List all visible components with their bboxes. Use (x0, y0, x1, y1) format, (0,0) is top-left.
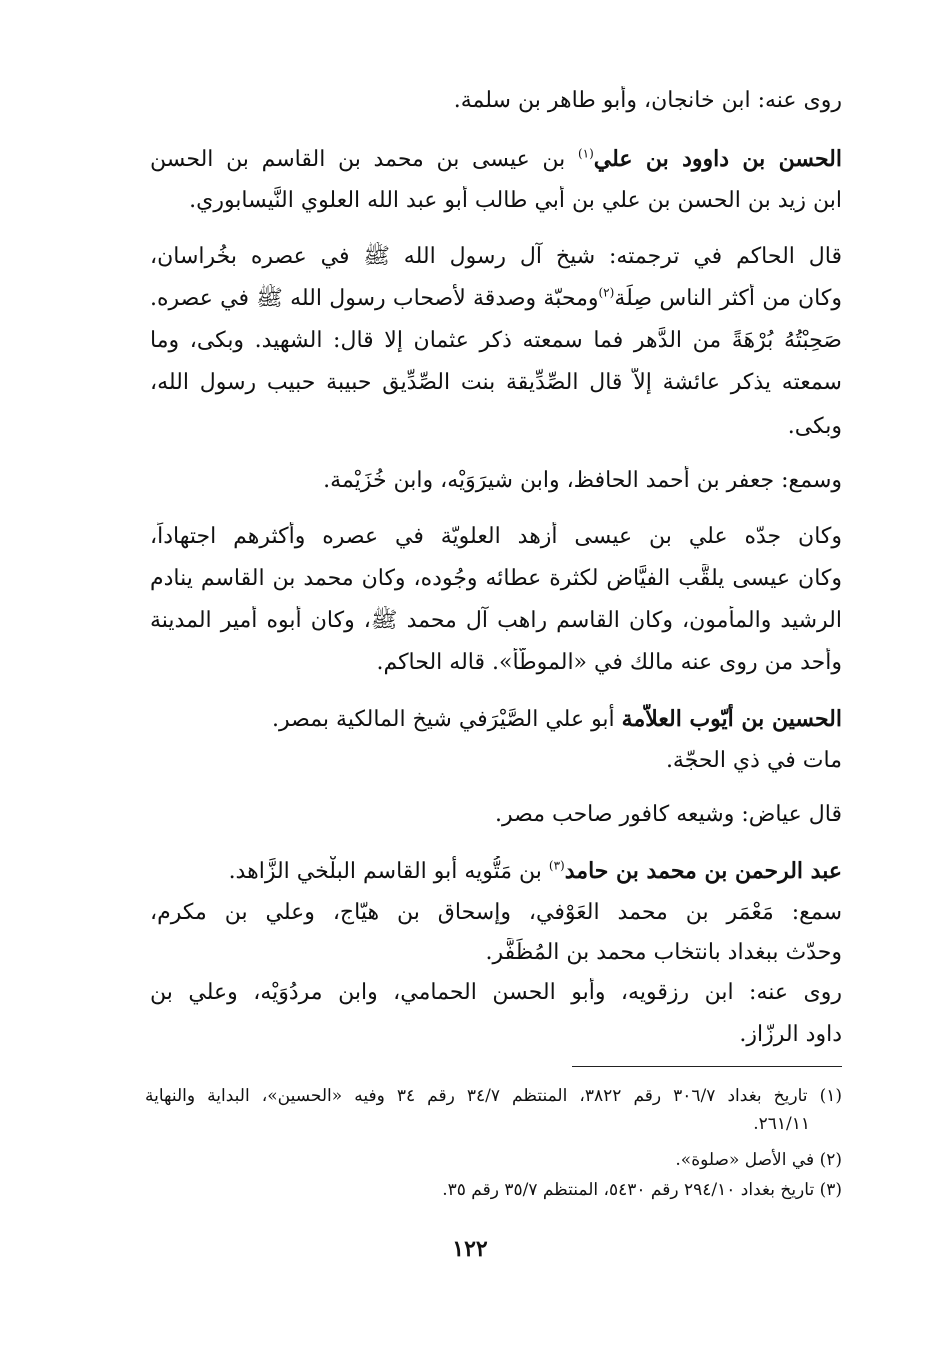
narrators-line (150, 978, 842, 1010)
entry-lineage-line (150, 186, 842, 218)
heard-from-line (150, 898, 842, 930)
text: (١) تاريخ بغداد ٣٠٦/٧ رقم ٣٨٢٢، المنتظم ٣٤/٧ رقم ٣٤ وفيه «الحسين»، البداية والنهاية (145, 1086, 842, 1106)
footnote-1-cont (145, 1112, 810, 1140)
footnote-divider (572, 1066, 842, 1067)
text: وبكى. (787, 414, 842, 439)
text: صَحِبْتُهُ بُرْهَةً من الدَّهر فما سمعته ذكر عثمان إلا قال: الشهيد. وبكى، وما (150, 328, 842, 353)
entry-lineage-cont: ابن زيد بن الحسن بن علي بن أبي طالب أبو عبد الله العلوي النَّيسابوري. (189, 188, 842, 213)
paragraph-line (150, 326, 842, 358)
text: أبو علي الصَّيْرَفي شيخ المالكية بمصر. (271, 707, 622, 732)
entry-heading-line (150, 704, 842, 736)
footnote-ref: (١) (577, 146, 594, 161)
paragraph-line (150, 368, 842, 400)
text: روى عنه: ابن رزقويه، وأبو الحسن الحمامي، وابن مردُوَيْه، وعلي بن (150, 980, 842, 1005)
text: سمع: مَعْمَر بن محمد العَوْفي، وإسحاق بن هيّاج، وعلي بن مكرم، (150, 900, 842, 925)
death-line (150, 746, 842, 778)
text: قال الحاكم في ترجمته: شيخ آل رسول الله ﷺ في عصره بخُراسان، (150, 244, 842, 269)
entry-name: الحسين بن أيّوب العلاّمة (621, 706, 842, 732)
text: (٢) في الأصل «صلوة». (675, 1150, 842, 1170)
text: داود الرزّاز. (739, 1022, 842, 1047)
text: ٢٦١/١١. (753, 1114, 810, 1134)
text: وكان من أكثر الناس صِلَة (614, 286, 842, 311)
paragraph-line (150, 522, 842, 554)
narrated-line (150, 938, 842, 970)
paragraph-line (150, 564, 842, 596)
text: وكان جدّه علي بن عيسى أزهد العلويّة في عصره وأكثرهم اجتهاداً، (150, 524, 842, 549)
narrators-line (150, 1020, 842, 1052)
paragraph-line (150, 284, 842, 316)
footnote-3 (145, 1178, 842, 1206)
text: وحدّث ببغداد بانتخاب محمد بن المُظَفَّر. (485, 940, 842, 965)
text: ومحبّة وصدقة لأصحاب رسول الله ﷺ في عصره. (150, 286, 599, 311)
entry-name: الحسن بن داوود بن علي (593, 146, 842, 172)
paragraph-line (150, 606, 842, 638)
entry-heading-line (150, 144, 842, 176)
text: مات في ذي الحجّة. (665, 748, 842, 773)
text: وأحد من روى عنه مالك في «الموطَّأ». قاله الحاكم. (376, 650, 842, 675)
paragraph-line (150, 242, 842, 274)
entry-name: عبد الرحمن بن محمد بن حامد (564, 858, 842, 884)
text: الرشيد والمأمون، وكان القاسم راهب آل محمد ﷺ، وكان أبوه أمير المدينة (150, 608, 842, 633)
paragraph-line (150, 648, 842, 680)
paragraph-line (150, 412, 842, 444)
footnote-2 (145, 1148, 842, 1176)
footnote-ref: (٣) (548, 858, 565, 873)
footnote-ref: (٢) (598, 285, 615, 300)
entry-heading-line (150, 856, 842, 888)
narrators-text: روى عنه: ابن خانجان، وأبو طاهر بن سلمة. (453, 88, 842, 113)
entry-lineage: بن عيسى بن محمد بن القاسم بن الحسن (150, 147, 578, 172)
text: (٣) تاريخ بغداد ٢٩٤/١٠ رقم ٥٤٣٠، المنتظم ٣٥/٧ رقم ٣٥. (442, 1180, 842, 1200)
quote-line (150, 800, 842, 832)
page-number: ١٢٢ (452, 1236, 488, 1262)
text: سمعته يذكر عائشة إلاّ قال الصِّدِّيقة بنت الصِّدِّيق حبيبة حبيب رسول الله، (150, 370, 842, 395)
text: وسمع: جعفر بن أحمد الحافظ، وابن شيرَوَيْه، وابن خُزَيْمة. (323, 468, 842, 493)
text: بن مَتُّويه أبو القاسم البلْخي الزَّاهد. (228, 859, 549, 884)
footnote-1 (145, 1084, 842, 1112)
narrators-line (150, 86, 842, 118)
text: قال عياض: وشيعه كافور صاحب مصر. (494, 802, 842, 827)
heard-from-line (150, 466, 842, 498)
text: وكان عيسى يلقَّب الفيَّاض لكثرة عطائه وجُوده، وكان محمد بن القاسم ينادم (150, 566, 842, 591)
